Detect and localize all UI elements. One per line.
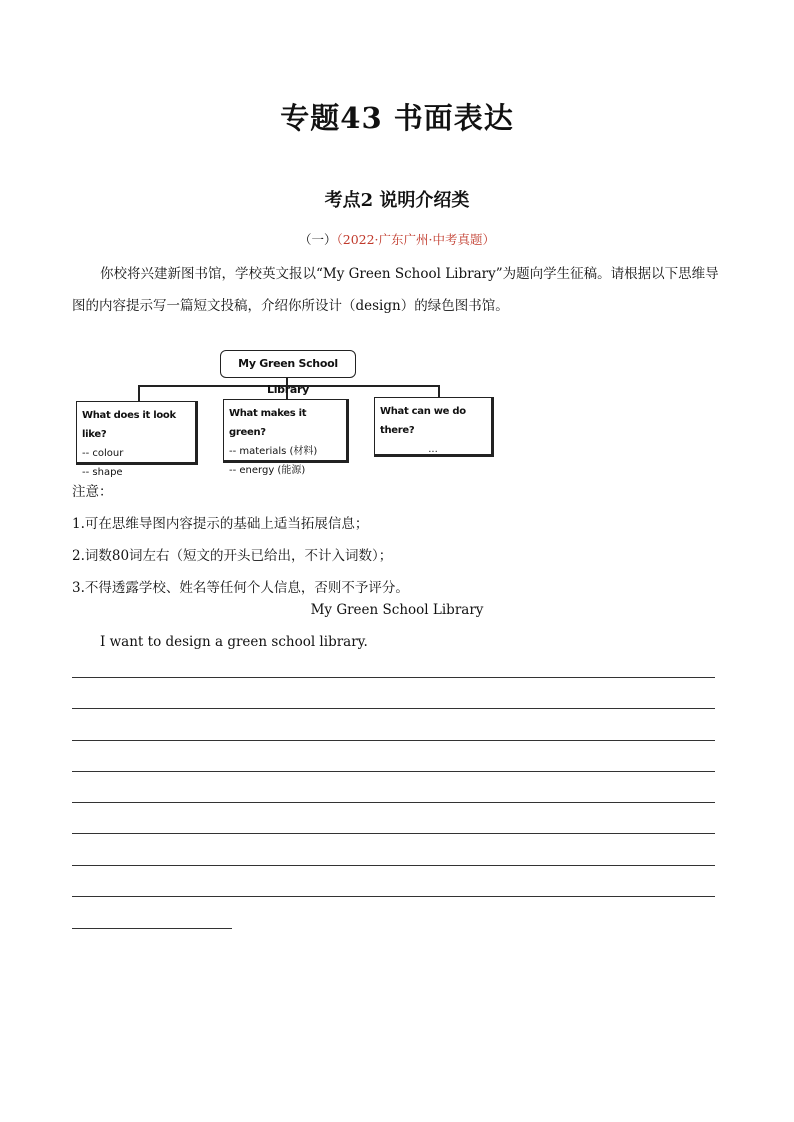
box-heading: What makes it green?: [229, 408, 307, 438]
connector-left: [138, 385, 140, 401]
section-subtitle: 考点2 说明介绍类: [324, 190, 470, 211]
box-item: -- energy (能源): [229, 465, 306, 476]
prompt-paragraph: 你校将兴建新图书馆，学校英文报以“My Green School Library”为题向学生征稿。请根据以下思维导图的内容提示写一篇短文投稿，介绍你所设计（design）的绿色图书馆。: [72, 266, 719, 314]
notes-section: [72, 476, 732, 604]
writing-line[interactable]: [72, 802, 715, 803]
question-source: [0, 230, 794, 248]
page-title: 专题43 书面表达: [280, 101, 514, 135]
note-item: 1.可在思维导图内容提示的基础上适当拓展信息；: [72, 516, 369, 532]
note-item: 3.不得透露学校、姓名等任何个人信息，否则不予评分。: [72, 580, 409, 596]
notes-heading: 注意：: [72, 484, 113, 500]
essay-opening: I want to design a green school library.: [100, 634, 368, 650]
box-heading: What does it look like?: [82, 410, 176, 440]
box-heading: What can we do there?: [380, 406, 466, 436]
question-source-text: （2022·广东广州·中考真题）: [336, 232, 496, 247]
writing-line[interactable]: [72, 833, 715, 834]
mind-map-box-green: [223, 399, 349, 476]
connector-right: [438, 385, 440, 397]
box-item: -- shape: [82, 467, 123, 478]
writing-line-short[interactable]: [72, 928, 232, 929]
essay-title: My Green School Library: [310, 602, 484, 618]
mind-map-box-activities: [374, 397, 494, 457]
writing-line[interactable]: [72, 740, 715, 741]
box-item: -- materials (材料): [229, 446, 318, 457]
writing-line[interactable]: [72, 896, 715, 897]
writing-line[interactable]: [72, 677, 715, 678]
writing-line[interactable]: [72, 865, 715, 866]
mind-map: [72, 346, 512, 478]
box-item: ...: [428, 444, 438, 455]
mind-map-box-look: [76, 401, 198, 478]
writing-line[interactable]: [72, 771, 715, 772]
question-number: （一）: [298, 232, 337, 247]
box-item: -- colour: [82, 448, 124, 459]
mind-map-root: My Green School Library: [220, 350, 356, 378]
note-item: 2.词数80词左右（短文的开头已给出，不计入词数）；: [72, 548, 393, 564]
writing-line[interactable]: [72, 708, 715, 709]
